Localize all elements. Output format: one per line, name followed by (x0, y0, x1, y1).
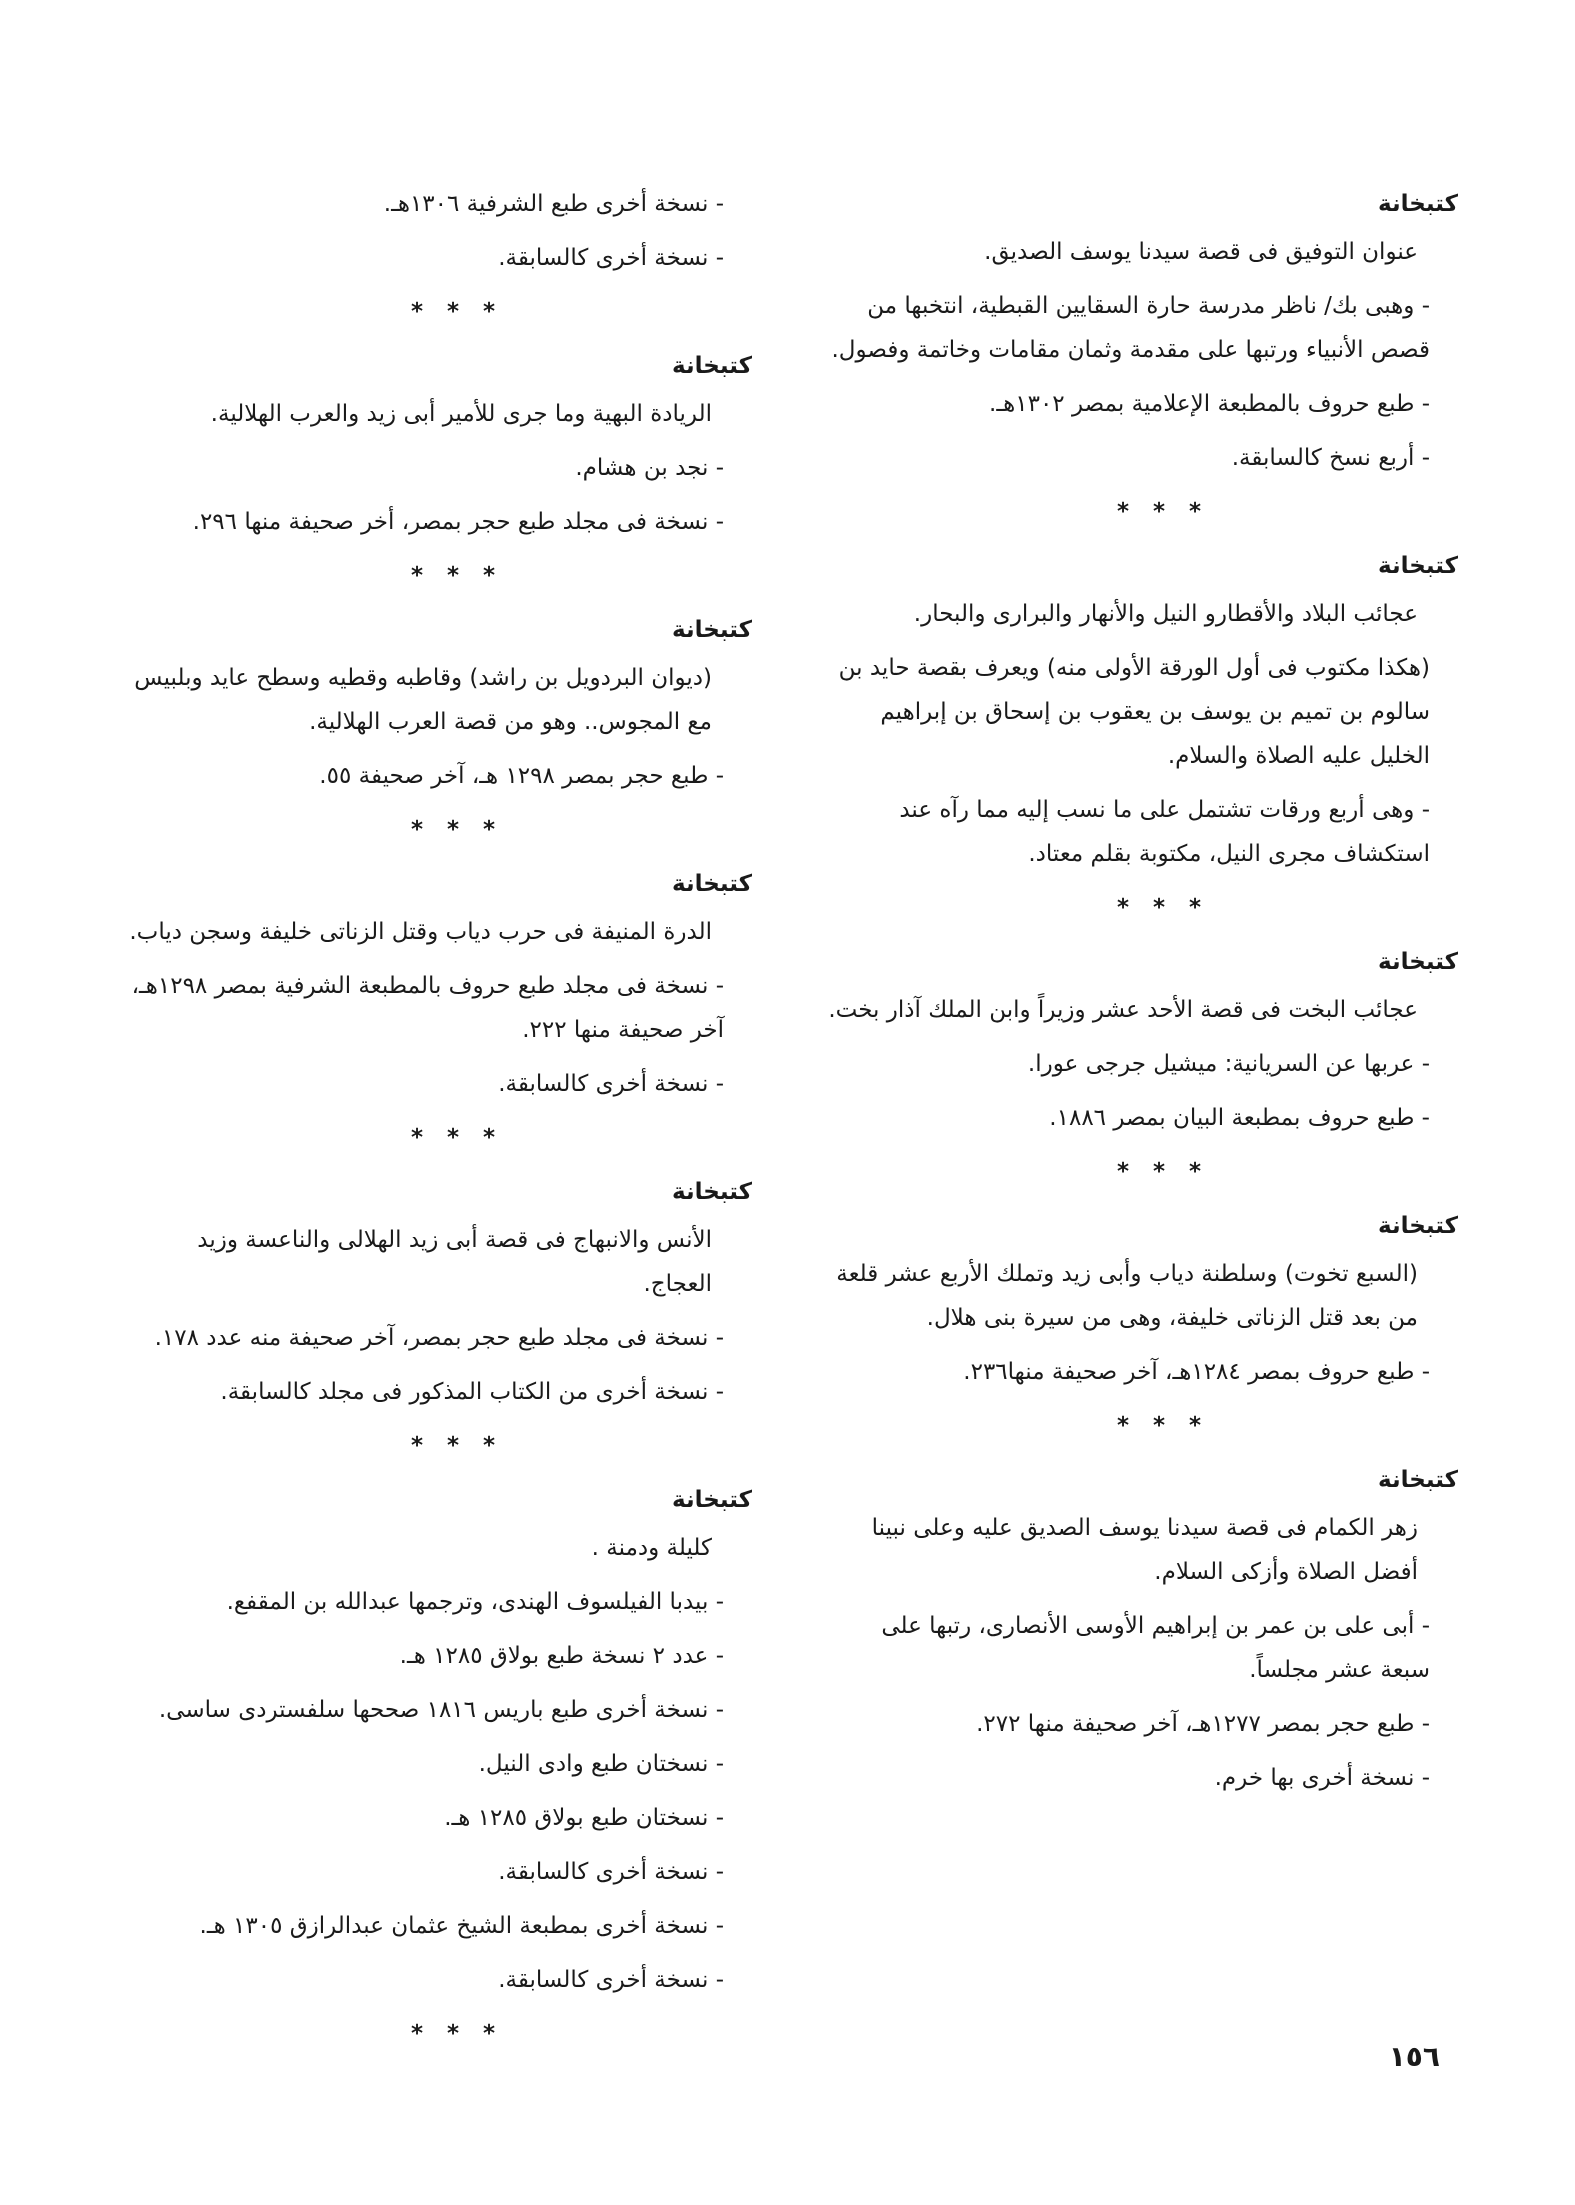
entry-item: - وهى أربع ورقات تشتمل على ما نسب إليه مما رآه عند استكشاف مجرى النيل، مكتوبة بقلم معتاد. (899, 797, 1430, 867)
entry-item: - نجد بن هشام. (575, 455, 724, 481)
entry-item: - نسخة أخرى كالسابقة. (498, 245, 724, 271)
catalog-entry (828, 544, 1458, 930)
entry-item: - نسختان طبع بولاق ١٢٨٥ هـ. (444, 1805, 724, 1831)
entry-item: - نسخة أخرى بها خرم. (1214, 1765, 1430, 1791)
entry-item: - طبع حجر بمصر ١٢٧٧هـ، آخر صحيفة منها ٢٧٢. (976, 1711, 1430, 1737)
section-separator: * * * (410, 817, 504, 843)
entry-title: عجائب البلاد والأقطارو النيل والأنهار والبرارى والبحار. (913, 601, 1418, 627)
entry-item: - نسخة أخرى طبع الشرفية ١٣٠٦هـ. (383, 191, 724, 217)
section-separator: * * * (1116, 1159, 1210, 1185)
entry-heading: كتبخانة (672, 353, 752, 379)
entry-item: - نسخة أخرى كالسابقة. (498, 1071, 724, 1097)
entry-item: - أبى على بن عمر بن إبراهيم الأوسى الأنصارى، رتبها على سبعة عشر مجلساً. (881, 1613, 1430, 1683)
entry-item: - بيدبا الفيلسوف الهندى، وترجمها عبدالله بن المقفع. (226, 1589, 724, 1615)
catalog-entry (828, 1458, 1458, 1800)
entry-title: كليلة ودمنة . (591, 1535, 712, 1561)
section-separator: * * * (410, 2021, 504, 2047)
entry-item: - وهبى بك/ ناظر مدرسة حارة السقايين القبطية، انتخبها من قصص الأنبياء ورتبها على مقدمة وثمان مقامات وخاتمة وفصول. (831, 293, 1430, 363)
catalog-entry (122, 608, 752, 852)
catalog-entry (122, 1170, 752, 1468)
entry-item: - نسخة أخرى طبع باريس ١٨١٦ صححها سلفستردى ساسى. (158, 1697, 724, 1723)
entry-title: (ديوان البردويل بن راشد) وقاطبه وقطيه وسطح عايد وبلبيس مع المجوس.. وهو من قصة العرب الهلالية. (134, 665, 712, 735)
entry-item: - نسخة أخرى من الكتاب المذكور فى مجلد كالسابقة. (220, 1379, 724, 1405)
entry-item: - نسخة أخرى كالسابقة. (498, 1967, 724, 1993)
section-separator: * * * (1116, 895, 1210, 921)
left-column (122, 182, 752, 2066)
entry-item: - نسختان طبع وادى النيل. (478, 1751, 724, 1777)
entry-heading: كتبخانة (672, 1487, 752, 1513)
section-separator: * * * (410, 299, 504, 325)
entry-item: - طبع حجر بمصر ١٢٩٨ هـ، آخر صحيفة ٥٥. (319, 763, 724, 789)
entry-heading: كتبخانة (672, 617, 752, 643)
entry-item: - طبع حروف بمصر ١٢٨٤هـ، آخر صحيفة منها٢٣٦. (963, 1359, 1430, 1385)
section-separator: * * * (1116, 499, 1210, 525)
entry-heading: كتبخانة (1378, 1213, 1458, 1239)
entry-heading: كتبخانة (672, 1179, 752, 1205)
entry-item: - نسخة فى مجلد طبع حروف بالمطبعة الشرفية بمصر ١٢٩٨هـ، آخر صحيفة منها ٢٢٢. (131, 973, 724, 1043)
catalog-entry (828, 1204, 1458, 1448)
entry-item: - طبع حروف بمطبعة البيان بمصر ١٨٨٦. (1049, 1105, 1430, 1131)
entry-item: - أربع نسخ كالسابقة. (1231, 445, 1430, 471)
entry-title: عنوان التوفيق فى قصة سيدنا يوسف الصديق. (984, 239, 1418, 265)
entry-item: - نسخة أخرى بمطبعة الشيخ عثمان عبدالرازق ١٣٠٥ هـ. (199, 1913, 724, 1939)
catalog-entry (828, 940, 1458, 1194)
entry-title: الريادة البهية وما جرى للأمير أبى زيد والعرب الهلالية. (210, 401, 712, 427)
catalog-entry (122, 182, 752, 334)
entry-title: زهر الكمام فى قصة سيدنا يوسف الصديق عليه وعلى نبينا أفضل الصلاة وأزكى السلام. (871, 1515, 1418, 1585)
section-separator: * * * (410, 1433, 504, 1459)
entry-title: (السبع تخوت) وسلطنة دياب وأبى زيد وتملك الأربع عشر قلعة من بعد قتل الزناتى خليفة، وهى من سيرة بنى هلال. (836, 1261, 1418, 1331)
entry-item: - عدد ٢ نسخة طبع بولاق ١٢٨٥ هـ. (399, 1643, 724, 1669)
entry-title: الدرة المنيفة فى حرب دياب وقتل الزناتى خليفة وسجن دياب. (129, 919, 712, 945)
entry-title: عجائب البخت فى قصة الأحد عشر وزيراً وابن الملك آذار بخت. (828, 997, 1418, 1023)
entry-item: - طبع حروف بالمطبعة الإعلامية بمصر ١٣٠٢هـ. (989, 391, 1430, 417)
catalog-entry (122, 862, 752, 1160)
entry-item: - نسخة فى مجلد طبع حجر بمصر، أخر صحيفة منها ٢٩٦. (192, 509, 724, 535)
entry-heading: كتبخانة (1378, 949, 1458, 975)
entry-title: الأنس والانبهاج فى قصة أبى زيد الهلالى والناعسة وزيد العجاج. (197, 1227, 712, 1297)
catalog-entry (122, 1478, 752, 2056)
entry-item: - عربها عن السريانية: ميشيل جرجى عورا. (1027, 1051, 1430, 1077)
entry-heading: كتبخانة (1378, 1467, 1458, 1493)
catalog-entry (122, 344, 752, 598)
section-separator: * * * (410, 563, 504, 589)
section-separator: * * * (410, 1125, 504, 1151)
catalog-entry (828, 182, 1458, 534)
page-number: ١٥٦ (1388, 2040, 1440, 2073)
section-separator: * * * (1116, 1413, 1210, 1439)
entry-heading: كتبخانة (672, 871, 752, 897)
entry-item: - نسخة أخرى كالسابقة. (498, 1859, 724, 1885)
entry-item: - نسخة فى مجلد طبع حجر بمصر، آخر صحيفة منه عدد ١٧٨. (154, 1325, 724, 1351)
entry-heading: كتبخانة (1378, 191, 1458, 217)
entry-heading: كتبخانة (1378, 553, 1458, 579)
right-column (828, 182, 1458, 1810)
entry-item: (هكذا مكتوب فى أول الورقة الأولى منه) ويعرف بقصة حايد بن سالوم بن تميم بن يوسف بن يعقوب بن إسحاق بن إبراهيم الخليل عليه الصلاة والسلام. (838, 655, 1430, 769)
